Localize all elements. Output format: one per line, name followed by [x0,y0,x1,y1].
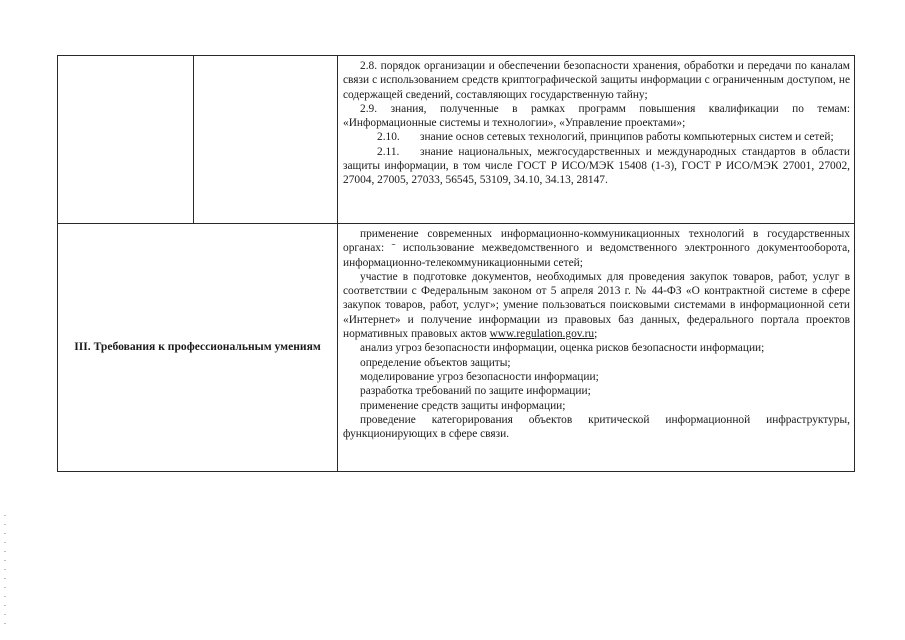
item-number: 2.10. [377,131,400,144]
item-text: знание основ сетевых технологий, принципов работы компьютерных систем и сетей; [420,131,834,144]
list-item [343,102,850,131]
list-item: анализ угроз безопасности информации, оценка рисков безопасности информации; [360,342,765,355]
table-row [58,224,855,472]
knowledge-cell [338,56,855,224]
list-item: применение средств защиты информации; [360,399,566,412]
paragraph [343,270,850,341]
list-item: определение объектов защиты; [360,356,511,369]
item-number: 2.11. [377,145,400,158]
section-heading: III. Требования к профессиональным умениям [58,224,338,472]
list-item [343,145,850,188]
requirements-table [57,55,855,472]
paragraph-text: участие в подготовке документов, необходимых для проведения закупок товаров, работ, услуг в соответствии с Федеральным законом от 5 апреля 2013 г. № 44-ФЗ «О контрактной системе в сфере закупок товаров, работ, услуг»; умение пользоваться поисковыми системами в информационной сети «Интернет» и получение информации из правовых баз данных, федерального портала проектов нормативных правовых актов [343,270,850,341]
regulation-link[interactable]: www.regulation.gov.ru [489,328,595,341]
table-cell-empty [194,56,338,224]
item-number: 2.8. [360,60,378,72]
list-item: разработка требований по защите информации; [360,385,591,398]
paragraph: применение современных информационно-коммуникационных технологий в государственных органах: ˉ использование межведомственного и ведомственного электронного документооборота, информационно-телекоммуникационными сетей; [343,228,850,269]
item-number: 2.9. [360,102,378,115]
list-item: моделирование угроз безопасности информации; [360,370,599,383]
paragraph-end: ; [594,328,598,341]
list-item [343,130,850,144]
item-text: знания, полученные в рамках программ повышения квалификации по темам: «Информационные системы и технологии», «Управление проектами»; [343,102,850,130]
scan-edge-marks [4,515,6,625]
list-item [343,59,850,102]
table-cell-empty [58,56,194,224]
item-text: знание национальных, межгосударственных и международных стандартов в области защиты информации, в том числе ГОСТ Р ИСО/МЭК 15408 (1-3), ГОСТ Р ИСО/МЭК 27001, 27002, 27004, 27005, 27033, 56545, 53109, 34.10, 34.13, 28147. [343,145,850,187]
item-text: порядок организации и обеспечении безопасности хранения, обработки и передачи по каналам связи с использованием средств криптографической защиты информации с ограниченным доступом, не содержащей сведений, составляющих государственную тайну; [343,60,850,101]
list-item: проведение категорирования объектов критической информационной инфраструктуры, функционирующих в сфере связи. [343,413,850,441]
skills-cell [338,224,855,472]
table-row [58,56,855,224]
